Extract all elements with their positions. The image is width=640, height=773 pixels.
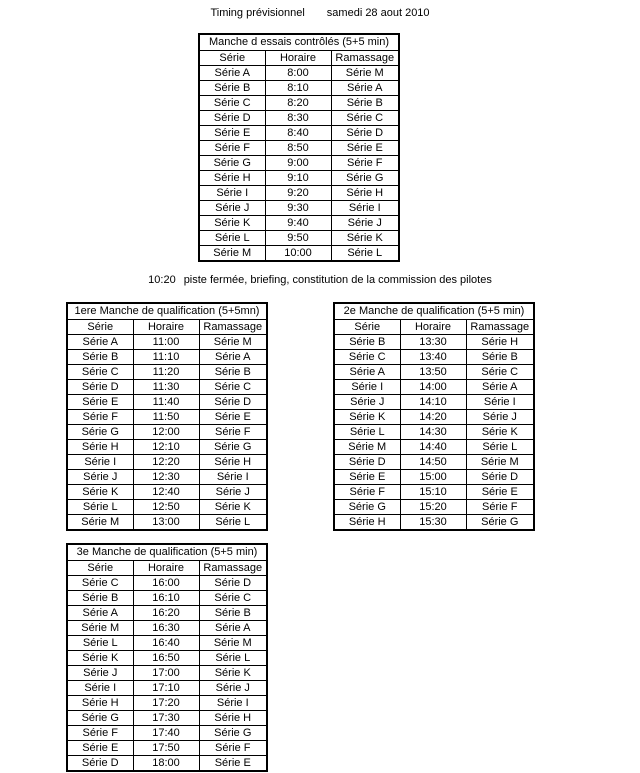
table-row	[67, 741, 267, 756]
horaire-cell: 16:50	[133, 651, 199, 666]
pause-text: piste fermée, briefing, constitution de la commission des pilotes	[183, 274, 492, 286]
horaire-cell: 17:00	[133, 666, 199, 681]
table-row	[334, 455, 534, 470]
horaire-cell: 8:30	[265, 111, 331, 126]
serie-cell: Série A	[67, 335, 133, 350]
table-header-row	[67, 561, 267, 576]
table-caption: 3e Manche de qualification (5+5 min)	[67, 544, 267, 561]
table-caption: Manche d essais contrôlés (5+5 min)	[199, 34, 399, 51]
ramassage-cell: Série M	[466, 455, 534, 470]
serie-cell: Série L	[67, 500, 133, 515]
serie-cell: Série M	[199, 246, 265, 262]
table-caption-row	[67, 303, 267, 320]
serie-cell: Série M	[334, 440, 400, 455]
serie-cell: Série B	[67, 591, 133, 606]
serie-cell: Série D	[67, 380, 133, 395]
horaire-cell: 16:40	[133, 636, 199, 651]
ramassage-cell: Série F	[331, 156, 399, 171]
serie-cell: Série A	[67, 606, 133, 621]
ramassage-cell: Série F	[199, 425, 267, 440]
column-header: Ramassage	[466, 320, 534, 335]
serie-cell: Série F	[334, 485, 400, 500]
table-row	[199, 231, 399, 246]
horaire-cell: 13:30	[400, 335, 466, 350]
ramassage-cell: Série F	[199, 741, 267, 756]
table-row	[67, 350, 267, 365]
ramassage-cell: Série I	[331, 201, 399, 216]
table-row	[67, 425, 267, 440]
ramassage-cell: Série B	[199, 606, 267, 621]
table-row	[334, 425, 534, 440]
ramassage-cell: Série E	[466, 485, 534, 500]
ramassage-cell: Série D	[199, 395, 267, 410]
table-row	[334, 485, 534, 500]
table-row	[67, 440, 267, 455]
table-row	[67, 380, 267, 395]
table-row	[67, 666, 267, 681]
serie-cell: Série I	[199, 186, 265, 201]
horaire-cell: 17:40	[133, 726, 199, 741]
table-row	[334, 365, 534, 380]
table-row	[199, 171, 399, 186]
table-row	[67, 591, 267, 606]
title-label: Timing prévisionnel	[210, 7, 305, 19]
ramassage-cell: Série G	[199, 726, 267, 741]
horaire-cell: 11:20	[133, 365, 199, 380]
serie-cell: Série K	[67, 485, 133, 500]
table-header-row	[199, 51, 399, 66]
serie-cell: Série C	[334, 350, 400, 365]
serie-cell: Série B	[334, 335, 400, 350]
table-row	[334, 470, 534, 485]
serie-cell: Série L	[334, 425, 400, 440]
table-caption-row	[334, 303, 534, 320]
horaire-cell: 14:00	[400, 380, 466, 395]
horaire-cell: 16:10	[133, 591, 199, 606]
table-row	[334, 380, 534, 395]
table-row	[67, 696, 267, 711]
table-caption-row	[199, 34, 399, 51]
horaire-cell: 11:40	[133, 395, 199, 410]
ramassage-cell: Série H	[466, 335, 534, 350]
ramassage-cell: Série L	[199, 515, 267, 531]
ramassage-cell: Série C	[331, 111, 399, 126]
table-row	[199, 246, 399, 262]
table-caption: 1ere Manche de qualification (5+5mn)	[67, 303, 267, 320]
serie-cell: Série B	[199, 81, 265, 96]
serie-cell: Série D	[334, 455, 400, 470]
horaire-cell: 11:30	[133, 380, 199, 395]
ramassage-cell: Série D	[199, 576, 267, 591]
serie-cell: Série C	[67, 365, 133, 380]
column-header: Horaire	[133, 561, 199, 576]
ramassage-cell: Série H	[199, 711, 267, 726]
table-row	[67, 470, 267, 485]
table-row	[67, 651, 267, 666]
ramassage-cell: Série I	[466, 395, 534, 410]
serie-cell: Série J	[199, 201, 265, 216]
ramassage-cell: Série J	[199, 681, 267, 696]
column-header: Horaire	[400, 320, 466, 335]
horaire-cell: 16:20	[133, 606, 199, 621]
table-caption: 2e Manche de qualification (5+5 min)	[334, 303, 534, 320]
table-qualification-3	[66, 543, 268, 772]
table-row	[199, 201, 399, 216]
ramassage-cell: Série G	[466, 515, 534, 531]
serie-cell: Série G	[334, 500, 400, 515]
table-row	[334, 335, 534, 350]
horaire-cell: 15:30	[400, 515, 466, 531]
ramassage-cell: Série E	[331, 141, 399, 156]
ramassage-cell: Série K	[466, 425, 534, 440]
ramassage-cell: Série C	[199, 380, 267, 395]
ramassage-cell: Série A	[331, 81, 399, 96]
horaire-cell: 15:20	[400, 500, 466, 515]
serie-cell: Série K	[199, 216, 265, 231]
table-row	[67, 365, 267, 380]
table-row	[67, 756, 267, 772]
ramassage-cell: Série A	[199, 621, 267, 636]
ramassage-cell: Série A	[199, 350, 267, 365]
horaire-cell: 9:00	[265, 156, 331, 171]
table-row	[334, 515, 534, 531]
ramassage-cell: Série E	[199, 756, 267, 772]
horaire-cell: 15:00	[400, 470, 466, 485]
horaire-cell: 9:10	[265, 171, 331, 186]
horaire-cell: 9:20	[265, 186, 331, 201]
table-row	[199, 96, 399, 111]
table-qualification-2	[333, 302, 535, 531]
serie-cell: Série A	[334, 365, 400, 380]
horaire-cell: 13:00	[133, 515, 199, 531]
horaire-cell: 15:10	[400, 485, 466, 500]
table-row	[199, 111, 399, 126]
serie-cell: Série E	[334, 470, 400, 485]
ramassage-cell: Série I	[199, 470, 267, 485]
horaire-cell: 13:50	[400, 365, 466, 380]
serie-cell: Série F	[199, 141, 265, 156]
ramassage-cell: Série A	[466, 380, 534, 395]
horaire-cell: 11:10	[133, 350, 199, 365]
pause-note	[0, 274, 640, 286]
table-row	[199, 66, 399, 81]
horaire-cell: 12:40	[133, 485, 199, 500]
serie-cell: Série K	[334, 410, 400, 425]
serie-cell: Série M	[67, 515, 133, 531]
ramassage-cell: Série K	[331, 231, 399, 246]
serie-cell: Série H	[67, 696, 133, 711]
ramassage-cell: Série B	[466, 350, 534, 365]
ramassage-cell: Série D	[331, 126, 399, 141]
table-row	[67, 636, 267, 651]
ramassage-cell: Série J	[331, 216, 399, 231]
table-row	[334, 395, 534, 410]
horaire-cell: 13:40	[400, 350, 466, 365]
table-row	[199, 186, 399, 201]
table-row	[334, 350, 534, 365]
horaire-cell: 8:10	[265, 81, 331, 96]
serie-cell: Série J	[334, 395, 400, 410]
table-row	[334, 410, 534, 425]
ramassage-cell: Série J	[466, 410, 534, 425]
horaire-cell: 12:10	[133, 440, 199, 455]
horaire-cell: 18:00	[133, 756, 199, 772]
horaire-cell: 14:40	[400, 440, 466, 455]
pause-time: 10:20	[148, 274, 176, 286]
ramassage-cell: Série F	[466, 500, 534, 515]
title-date: samedi 28 aout 2010	[326, 7, 430, 19]
serie-cell: Série K	[67, 651, 133, 666]
column-header: Série	[67, 561, 133, 576]
horaire-cell: 9:30	[265, 201, 331, 216]
serie-cell: Série D	[199, 111, 265, 126]
serie-cell: Série H	[67, 440, 133, 455]
table-row	[334, 500, 534, 515]
serie-cell: Série A	[199, 66, 265, 81]
table-header-row	[334, 320, 534, 335]
serie-cell: Série I	[67, 455, 133, 470]
ramassage-cell: Série G	[199, 440, 267, 455]
table-qualification-1	[66, 302, 268, 531]
serie-cell: Série L	[67, 636, 133, 651]
horaire-cell: 16:00	[133, 576, 199, 591]
table-row	[67, 681, 267, 696]
horaire-cell: 17:50	[133, 741, 199, 756]
table-row	[67, 410, 267, 425]
serie-cell: Série I	[334, 380, 400, 395]
ramassage-cell: Série E	[199, 410, 267, 425]
table-row	[67, 515, 267, 531]
ramassage-cell: Série B	[331, 96, 399, 111]
column-header: Série	[334, 320, 400, 335]
horaire-cell: 14:10	[400, 395, 466, 410]
horaire-cell: 8:50	[265, 141, 331, 156]
table-row	[67, 576, 267, 591]
ramassage-cell: Série K	[199, 666, 267, 681]
ramassage-cell: Série L	[199, 651, 267, 666]
horaire-cell: 9:40	[265, 216, 331, 231]
table-row	[67, 485, 267, 500]
horaire-cell: 16:30	[133, 621, 199, 636]
horaire-cell: 10:00	[265, 246, 331, 262]
serie-cell: Série J	[67, 666, 133, 681]
table-row	[67, 606, 267, 621]
ramassage-cell: Série L	[466, 440, 534, 455]
ramassage-cell: Série B	[199, 365, 267, 380]
ramassage-cell: Série C	[199, 591, 267, 606]
table-essais	[198, 33, 400, 262]
ramassage-cell: Série I	[199, 696, 267, 711]
horaire-cell: 8:20	[265, 96, 331, 111]
serie-cell: Série H	[334, 515, 400, 531]
table-row	[199, 81, 399, 96]
page-title	[0, 7, 640, 19]
ramassage-cell: Série M	[199, 636, 267, 651]
ramassage-cell: Série J	[199, 485, 267, 500]
serie-cell: Série H	[199, 171, 265, 186]
serie-cell: Série I	[67, 681, 133, 696]
table-row	[199, 126, 399, 141]
horaire-cell: 17:10	[133, 681, 199, 696]
serie-cell: Série F	[67, 726, 133, 741]
table-row	[67, 621, 267, 636]
serie-cell: Série E	[67, 395, 133, 410]
serie-cell: Série L	[199, 231, 265, 246]
ramassage-cell: Série C	[466, 365, 534, 380]
horaire-cell: 9:50	[265, 231, 331, 246]
ramassage-cell: Série L	[331, 246, 399, 262]
serie-cell: Série B	[67, 350, 133, 365]
horaire-cell: 14:30	[400, 425, 466, 440]
ramassage-cell: Série H	[331, 186, 399, 201]
ramassage-cell: Série M	[199, 335, 267, 350]
horaire-cell: 17:20	[133, 696, 199, 711]
column-header: Horaire	[265, 51, 331, 66]
table-row	[199, 216, 399, 231]
table-row	[67, 726, 267, 741]
column-header: Ramassage	[199, 561, 267, 576]
table-row	[67, 335, 267, 350]
horaire-cell: 12:50	[133, 500, 199, 515]
horaire-cell: 8:00	[265, 66, 331, 81]
ramassage-cell: Série G	[331, 171, 399, 186]
ramassage-cell: Série D	[466, 470, 534, 485]
ramassage-cell: Série M	[331, 66, 399, 81]
table-row	[67, 455, 267, 470]
column-header: Ramassage	[199, 320, 267, 335]
table-row	[67, 711, 267, 726]
serie-cell: Série D	[67, 756, 133, 772]
table-row	[67, 500, 267, 515]
ramassage-cell: Série K	[199, 500, 267, 515]
horaire-cell: 14:50	[400, 455, 466, 470]
horaire-cell: 12:30	[133, 470, 199, 485]
horaire-cell: 11:00	[133, 335, 199, 350]
serie-cell: Série E	[67, 741, 133, 756]
horaire-cell: 11:50	[133, 410, 199, 425]
horaire-cell: 8:40	[265, 126, 331, 141]
serie-cell: Série F	[67, 410, 133, 425]
column-header: Ramassage	[331, 51, 399, 66]
table-row	[199, 156, 399, 171]
horaire-cell: 14:20	[400, 410, 466, 425]
serie-cell: Série J	[67, 470, 133, 485]
column-header: Série	[199, 51, 265, 66]
table-row	[67, 395, 267, 410]
serie-cell: Série C	[67, 576, 133, 591]
table-header-row	[67, 320, 267, 335]
table-row	[199, 141, 399, 156]
horaire-cell: 12:20	[133, 455, 199, 470]
ramassage-cell: Série H	[199, 455, 267, 470]
horaire-cell: 17:30	[133, 711, 199, 726]
serie-cell: Série G	[199, 156, 265, 171]
table-row	[334, 440, 534, 455]
serie-cell: Série G	[67, 711, 133, 726]
serie-cell: Série C	[199, 96, 265, 111]
serie-cell: Série M	[67, 621, 133, 636]
serie-cell: Série G	[67, 425, 133, 440]
horaire-cell: 12:00	[133, 425, 199, 440]
column-header: Série	[67, 320, 133, 335]
column-header: Horaire	[133, 320, 199, 335]
table-caption-row	[67, 544, 267, 561]
serie-cell: Série E	[199, 126, 265, 141]
